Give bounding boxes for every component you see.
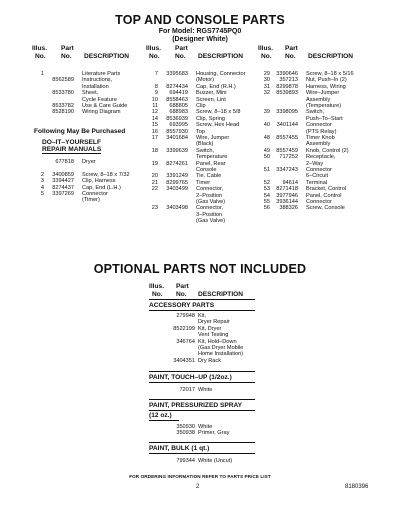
illus-number: 12 — [151, 109, 158, 116]
part-number: 3398095 — [276, 109, 298, 116]
page-number: 2 — [196, 484, 200, 490]
part-number: 346764 — [176, 338, 195, 345]
part-number: 3394427 — [52, 178, 74, 185]
illus-number: 21 — [151, 179, 158, 186]
divider — [149, 410, 255, 411]
part-description: Connector — [82, 191, 108, 197]
illus-number: 4 — [40, 184, 44, 191]
part-description: Screw, Console — [306, 205, 345, 212]
part-description: (Gas Dryer Mobile — [198, 345, 244, 351]
part-number: 8533782 — [52, 103, 74, 109]
part-description: Console — [196, 167, 217, 173]
divider — [149, 399, 255, 400]
part-number: 3401684 — [166, 135, 188, 141]
part-number: 357213 — [279, 77, 298, 84]
part-description: Timer Knob — [306, 135, 335, 141]
illus-number: 22 — [151, 186, 158, 193]
illus-number: 20 — [151, 173, 158, 180]
part-description: 2–Position — [196, 192, 223, 199]
part-number: 8528190 — [52, 109, 74, 116]
illus-number: 56 — [263, 205, 270, 212]
part-description: (Gas Valve) — [196, 218, 226, 225]
divider — [149, 382, 255, 383]
part-number: 3977946 — [276, 192, 298, 199]
description-label: DESCRIPTION — [198, 290, 244, 298]
illus-number: 8 — [154, 83, 158, 90]
illus-number: 11 — [152, 103, 158, 109]
illus-number: 5 — [40, 191, 44, 197]
illus-number: 50 — [263, 154, 270, 161]
part-description: White — [198, 424, 213, 430]
part-description: Screw, 8–18 x 5/16 — [306, 71, 354, 77]
part-number: 8557455 — [276, 135, 298, 141]
illus-number: 39 — [263, 109, 270, 116]
following-heading: Following May Be Purchased — [34, 128, 126, 135]
part-description: Connector — [306, 122, 332, 129]
illus-label: Illus. — [258, 45, 274, 52]
part-description: Sheet, — [82, 90, 99, 97]
part-number: 3395683 — [166, 71, 188, 77]
part-number: 3391249 — [166, 173, 188, 180]
part-description: White (Uncut) — [198, 458, 233, 464]
part-number: 3936144 — [276, 199, 298, 205]
part-number: 688805 — [169, 103, 188, 109]
illus-number: 23 — [151, 205, 158, 212]
part-number: 8274434 — [166, 83, 188, 90]
part-number: 3403498 — [166, 205, 188, 212]
part-description: Kit, Hold–Down — [198, 338, 237, 345]
part-number: 350938 — [176, 430, 195, 437]
diy-heading-line2: REPAIR MANUALS — [42, 146, 102, 154]
illus-number: 19 — [151, 160, 158, 167]
part-description: Harness, Wiring — [306, 83, 346, 90]
illus-number: 3 — [40, 178, 44, 185]
paint-touchup-heading: PAINT, TOUCH–UP (1/2oz.) — [149, 374, 232, 381]
part-description: (PTS Relay) — [306, 128, 337, 135]
part-description: Use & Care Guide — [82, 103, 128, 109]
part-description: (Temperature) — [306, 103, 342, 109]
part-number: 8539893 — [276, 90, 298, 97]
part-number: 8533780 — [52, 90, 74, 97]
model-variant: (Designer White) — [172, 36, 228, 43]
part-description: Bracket, Control — [306, 186, 347, 193]
part-description: Installation — [82, 83, 109, 90]
diy-heading — [42, 139, 101, 154]
illus-number: 32 — [263, 90, 270, 97]
part-description: Connector — [306, 199, 332, 205]
illus-number: 31 — [263, 83, 270, 90]
part-description: (Black) — [196, 141, 214, 148]
part-description: Temperature — [196, 154, 228, 161]
part-description: Tie, Cable — [196, 173, 222, 180]
illus-number: 7 — [154, 71, 158, 77]
illus-number: 17 — [151, 135, 158, 141]
illus-number: 16 — [151, 128, 158, 135]
part-description: 3–Position — [196, 211, 223, 218]
part-description: Panel, Control — [306, 192, 342, 199]
illus-number: 54 — [263, 192, 270, 199]
part-description: Receptacle, — [306, 154, 336, 161]
part-description: Instructions, — [82, 77, 113, 84]
part-description: Screw, Hex Head — [196, 122, 240, 129]
part-description: Vent Testing — [198, 332, 229, 339]
optional-title: OPTIONAL PARTS NOT INCLUDED — [93, 262, 307, 276]
part-description: Clip — [196, 103, 206, 109]
part-description: Primer, Gray — [198, 430, 230, 437]
part-description: Cap, End (R.H.) — [196, 83, 236, 90]
part-number: 8557459 — [276, 147, 298, 154]
illus-label: Illus. — [146, 45, 162, 52]
part-description: Assembly — [306, 141, 331, 148]
illus-number: 9 — [154, 90, 158, 97]
model-line: For Model: RGS7745PQ0 — [158, 28, 242, 35]
no-label: No. — [285, 52, 296, 60]
part-description: (Gas Valve) — [196, 199, 226, 205]
part-description: Housing, Connector — [196, 71, 246, 77]
part-description: Terminal — [306, 179, 328, 186]
part-description: Connector, — [196, 186, 224, 193]
illus-number: 1 — [40, 71, 44, 77]
part-description: Screw, 8–18 x 7/32 — [82, 171, 130, 178]
part-number: 8274261 — [166, 160, 188, 167]
paint-spray-heading-1: PAINT, PRESSURIZED SPRAY — [149, 402, 243, 409]
illus-number: 49 — [263, 147, 270, 154]
no-label: No. — [176, 290, 187, 298]
part-description: Assembly — [306, 96, 331, 103]
illus-number: 14 — [151, 115, 158, 122]
illus-number: 30 — [263, 77, 270, 84]
part-description: Timer — [196, 179, 211, 186]
part-description: Wire–Jumper — [306, 90, 340, 97]
part-description: Connector, — [196, 205, 224, 212]
part-description: Push–To–Start — [306, 115, 343, 122]
part-number: 3401144 — [276, 122, 298, 129]
divider — [149, 310, 255, 311]
part-number: 8299765 — [166, 179, 188, 186]
divider — [149, 299, 255, 300]
illus-number: 2 — [40, 171, 44, 178]
part-description: Switch, — [196, 147, 215, 154]
part-description: Kit, — [198, 313, 207, 319]
illus-number: 48 — [263, 135, 270, 141]
part-number: 8299878 — [276, 83, 298, 90]
part-description: Panel, Rear — [196, 160, 226, 167]
illus-label: Illus. — [149, 283, 165, 290]
part-description: Dryer — [82, 159, 96, 165]
part-description: Screen, Lint — [196, 96, 226, 103]
part-label: Part — [61, 45, 74, 52]
part-description: Knob, Control (2) — [306, 147, 349, 154]
part-description: Cap, End (L.H.) — [82, 184, 121, 191]
description-label: DESCRIPTION — [198, 52, 244, 60]
illus-number: 29 — [263, 71, 270, 77]
no-label: No. — [152, 290, 163, 298]
part-number: 8562589 — [52, 77, 74, 84]
illus-number: 10 — [151, 96, 158, 103]
part-number: 8522199 — [173, 325, 195, 332]
accessory-heading: ACCESSORY PARTS — [149, 302, 215, 309]
part-description: 2–Way — [306, 160, 324, 167]
part-description: Wiring Diagram — [82, 109, 121, 116]
illus-number: 51 — [263, 167, 270, 173]
part-number: 3399639 — [166, 147, 188, 154]
part-description: 6–Circuit — [306, 173, 329, 180]
part-number: 3397269 — [52, 191, 74, 197]
part-label: Part — [176, 283, 189, 290]
no-label: No. — [175, 52, 186, 60]
part-description: Dry Rack — [198, 357, 221, 364]
part-description: Cycle Feature — [82, 96, 117, 103]
no-label: No. — [61, 52, 72, 60]
page-title: TOP AND CONSOLE PARTS — [115, 13, 285, 27]
part-description: Dryer Repair — [198, 319, 230, 326]
part-number: 3400859 — [52, 171, 74, 178]
divider — [149, 371, 255, 372]
no-label: No. — [35, 52, 46, 60]
illus-number: 52 — [263, 179, 270, 186]
part-number: 72017 — [179, 387, 195, 393]
illus-number: 53 — [263, 186, 270, 193]
no-label: No. — [261, 52, 272, 60]
part-number: 94614 — [282, 179, 298, 186]
part-number: 3347243 — [276, 167, 298, 173]
model-subtitle — [0, 28, 400, 44]
part-number: 8536939 — [166, 115, 188, 122]
illus-number: 55 — [263, 199, 270, 205]
illus-number: 40 — [263, 122, 270, 129]
part-description: Buzzer, Mini — [196, 90, 227, 97]
divider — [149, 442, 255, 443]
part-description: Top — [196, 128, 206, 135]
part-label: Part — [285, 45, 298, 52]
part-description: Connector — [306, 167, 332, 173]
part-description: Clip, Spring — [196, 115, 225, 122]
part-description: Switch, — [306, 109, 325, 116]
part-description: Literature Parts — [82, 71, 121, 77]
no-label: No. — [149, 52, 160, 60]
part-number: 799344 — [176, 458, 195, 464]
description-label: DESCRIPTION — [308, 52, 354, 60]
part-number: 279948 — [176, 313, 195, 319]
part-number: 8557930 — [166, 128, 188, 135]
paint-spray-heading-2: (12 oz.) — [149, 412, 172, 419]
divider — [149, 420, 179, 421]
part-number: 3390646 — [276, 71, 298, 77]
part-number: 717252 — [279, 154, 298, 161]
part-number: 3404351 — [173, 357, 195, 364]
illus-label: Illus. — [32, 45, 48, 52]
part-description: Nut, Push–In (2) — [306, 77, 347, 84]
part-label: Part — [175, 45, 188, 52]
part-description: Screw, 8–18 x 5/8 — [196, 109, 241, 116]
part-number: 677818 — [55, 159, 74, 165]
part-description: Wire, Jumper — [196, 135, 230, 141]
part-description: White — [198, 387, 213, 393]
part-number: 8558463 — [166, 96, 188, 103]
description-label: DESCRIPTION — [84, 52, 130, 60]
part-description: Kit, Dryer — [198, 325, 222, 332]
part-number: 694419 — [169, 90, 188, 97]
part-description: Clip, Harness — [82, 178, 116, 185]
paint-bulk-heading: PAINT, BULK (1 qt.) — [149, 445, 210, 452]
part-description: (Motor) — [196, 77, 215, 84]
part-number: 8274437 — [52, 184, 74, 191]
illus-number: 18 — [151, 147, 158, 154]
part-description: Home Installation) — [198, 351, 244, 358]
part-number: 3403499 — [166, 186, 188, 193]
diy-heading-line1: DO–IT–YOURSELF — [42, 139, 101, 146]
part-description: (Timer) — [82, 197, 100, 204]
part-number: 693995 — [169, 122, 188, 129]
part-number: 688983 — [169, 109, 188, 116]
divider — [149, 453, 255, 454]
part-number: 388326 — [279, 205, 298, 212]
part-number: 8271418 — [276, 186, 298, 193]
ordering-note: FOR ORDERING INFORMATION REFER TO PARTS PRICE LIST — [129, 474, 271, 479]
part-number: 350930 — [176, 424, 195, 430]
document-number: 8180396 — [345, 484, 369, 490]
illus-number: 15 — [151, 122, 158, 129]
